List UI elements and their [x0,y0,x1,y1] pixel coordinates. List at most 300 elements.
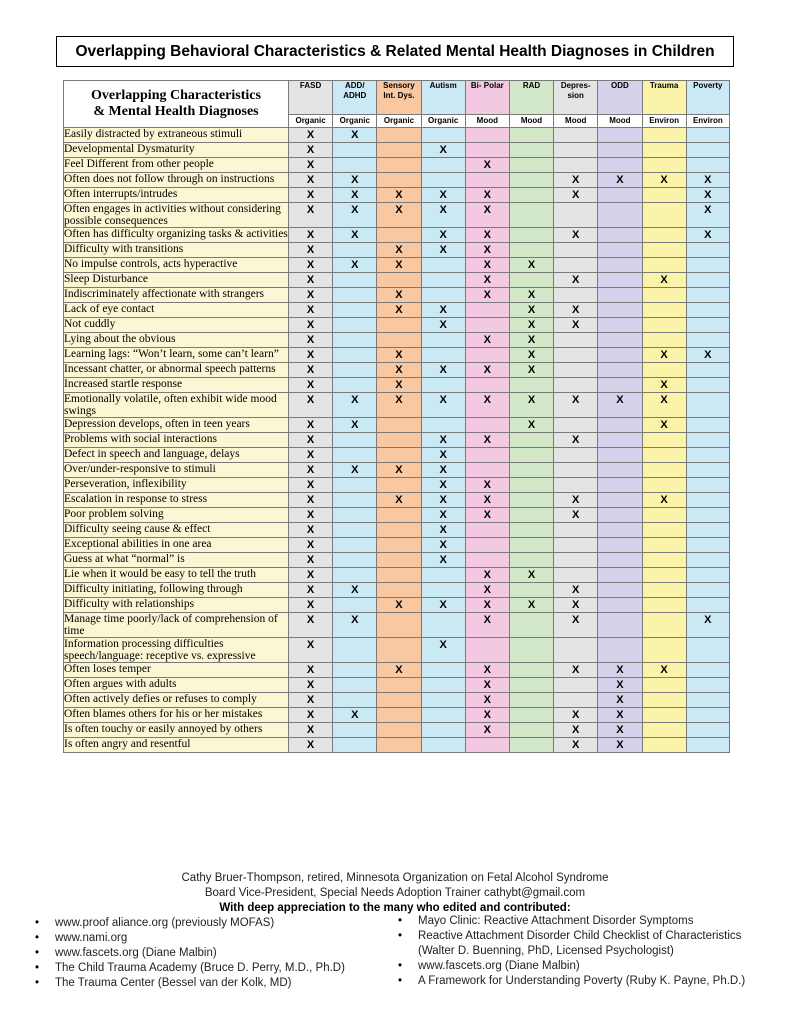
x-mark: X [351,129,359,141]
table-row [64,288,730,303]
x-mark: X [395,494,403,506]
column-header-add-adhd: ADD/ ADHD [333,81,377,115]
x-mark: X [306,724,315,736]
cell-fasd [289,378,333,393]
cell-autism [421,273,465,288]
cell-poverty [686,348,729,363]
cell-fasd [289,418,333,433]
cell-poverty [686,448,729,463]
cell-sensory-int-dys [377,478,421,493]
cell-depres-sion [554,318,598,333]
x-mark: X [660,664,668,676]
cell-sensory-int-dys [377,273,421,288]
x-mark: X [395,464,403,476]
cell-autism [421,143,465,158]
table-row [64,128,730,143]
column-header-bi-polar: Bi- Polar [465,81,509,115]
cell-bi-polar [465,613,509,638]
x-mark: X [306,229,315,241]
cell-autism [421,203,465,228]
table-row [64,638,730,663]
cell-bi-polar [465,243,509,258]
cell-trauma [642,378,686,393]
cell-add-adhd [333,418,377,433]
x-mark: X [483,204,492,216]
x-mark: X [306,159,315,171]
cell-autism [421,188,465,203]
cell-odd [598,493,642,508]
x-mark: X [306,349,315,361]
cell-add-adhd [333,158,377,173]
x-mark: X [306,524,315,536]
x-mark: X [351,189,359,201]
x-mark: X [439,464,447,476]
column-type-sensory-int-dys: Organic [377,115,421,128]
table-row [64,553,730,568]
x-mark: X [439,524,447,536]
cell-sensory-int-dys [377,158,421,173]
cell-poverty [686,418,729,433]
cell-sensory-int-dys [377,188,421,203]
cell-bi-polar [465,568,509,583]
x-mark: X [572,174,580,186]
cell-rad [509,723,553,738]
cell-odd [598,288,642,303]
x-mark: X [616,679,624,691]
cell-bi-polar [465,128,509,143]
x-mark: X [660,379,668,391]
cell-sensory-int-dys [377,638,421,663]
x-mark: X [483,274,492,286]
cell-poverty [686,258,729,273]
cell-trauma [642,243,686,258]
x-mark: X [306,129,315,141]
cell-add-adhd [333,568,377,583]
table-row [64,598,730,613]
cell-add-adhd [333,273,377,288]
x-mark: X [306,379,315,391]
x-mark: X [306,639,315,651]
cell-autism [421,288,465,303]
table-row [64,723,730,738]
x-mark: X [483,434,492,446]
cell-sensory-int-dys [377,723,421,738]
table-row [64,348,730,363]
cell-odd [598,568,642,583]
cell-bi-polar [465,433,509,448]
table-row [64,448,730,463]
x-mark: X [306,464,315,476]
cell-rad [509,243,553,258]
cell-odd [598,228,642,243]
cell-add-adhd [333,303,377,318]
cell-poverty [686,303,729,318]
cell-odd [598,553,642,568]
cell-rad [509,433,553,448]
cell-depres-sion [554,738,598,753]
cell-rad [509,173,553,188]
cell-rad [509,738,553,753]
cell-fasd [289,478,333,493]
cell-bi-polar [465,478,509,493]
cell-trauma [642,693,686,708]
cell-odd [598,613,642,638]
cell-sensory-int-dys [377,363,421,378]
cell-odd [598,463,642,478]
cell-poverty [686,723,729,738]
cell-add-adhd [333,583,377,598]
x-mark: X [572,229,580,241]
x-mark: X [527,364,536,376]
cell-add-adhd [333,478,377,493]
cell-bi-polar [465,738,509,753]
cell-add-adhd [333,663,377,678]
table-row [64,303,730,318]
column-header-autism: Autism [421,81,465,115]
x-mark: X [351,464,359,476]
cell-trauma [642,663,686,678]
x-mark: X [439,394,447,406]
x-mark: X [306,614,315,626]
cell-odd [598,158,642,173]
x-mark: X [616,694,624,706]
x-mark: X [395,394,403,406]
x-mark: X [439,144,447,156]
cell-autism [421,723,465,738]
characteristic-label: Escalation in response to stress [64,493,289,508]
characteristic-label: Often loses temper [64,663,289,678]
cell-trauma [642,363,686,378]
cell-add-adhd [333,738,377,753]
cell-sensory-int-dys [377,418,421,433]
cell-depres-sion [554,583,598,598]
table-row [64,188,730,203]
characteristic-label: No impulse controls, acts hyperactive [64,258,289,273]
cell-sensory-int-dys [377,693,421,708]
cell-bi-polar [465,333,509,348]
table-row [64,333,730,348]
characteristic-label: Difficulty with transitions [64,243,289,258]
corner-label [64,81,289,128]
cell-rad [509,288,553,303]
x-mark: X [306,554,315,566]
cell-odd [598,243,642,258]
cell-trauma [642,228,686,243]
cell-fasd [289,493,333,508]
characteristic-label: Often blames others for his or her mistakes [64,708,289,723]
table-row [64,583,730,598]
x-mark: X [483,679,492,691]
x-mark: X [306,244,315,256]
cell-autism [421,418,465,433]
cell-add-adhd [333,288,377,303]
cell-trauma [642,598,686,613]
cell-autism [421,243,465,258]
table-row [64,693,730,708]
cell-odd [598,128,642,143]
table-body [64,128,730,753]
cell-trauma [642,433,686,448]
characteristic-label: Problems with social interactions [64,433,289,448]
cell-depres-sion [554,478,598,493]
cell-trauma [642,318,686,333]
cell-trauma [642,203,686,228]
x-mark: X [527,319,536,331]
cell-autism [421,173,465,188]
cell-sensory-int-dys [377,393,421,418]
x-mark: X [439,434,447,446]
cell-depres-sion [554,348,598,363]
x-mark: X [616,664,624,676]
table-row [64,173,730,188]
cell-rad [509,553,553,568]
cell-autism [421,538,465,553]
table-row [64,493,730,508]
table-row [64,363,730,378]
cell-poverty [686,188,729,203]
cell-bi-polar [465,363,509,378]
characteristic-label: Not cuddly [64,318,289,333]
cell-rad [509,463,553,478]
x-mark: X [439,554,447,566]
x-mark: X [704,349,712,361]
cell-odd [598,693,642,708]
cell-rad [509,663,553,678]
cell-autism [421,598,465,613]
column-header-sensory-int-dys: Sensory Int. Dys. [377,81,421,115]
x-mark: X [527,394,536,406]
characteristic-label: Easily distracted by extraneous stimuli [64,128,289,143]
x-mark: X [439,364,447,376]
cell-rad [509,273,553,288]
characteristic-label: Sleep Disturbance [64,273,289,288]
table-row [64,393,730,418]
cell-depres-sion [554,538,598,553]
cell-bi-polar [465,348,509,363]
cell-odd [598,538,642,553]
cell-add-adhd [333,203,377,228]
cell-fasd [289,393,333,418]
cell-odd [598,273,642,288]
cell-depres-sion [554,553,598,568]
cell-fasd [289,613,333,638]
table-row [64,418,730,433]
characteristic-label: Difficulty seeing cause & effect [64,523,289,538]
cell-poverty [686,598,729,613]
cell-bi-polar [465,273,509,288]
cell-odd [598,678,642,693]
cell-autism [421,613,465,638]
cell-add-adhd [333,638,377,663]
table-row [64,243,730,258]
cell-fasd [289,203,333,228]
cell-depres-sion [554,678,598,693]
cell-poverty [686,693,729,708]
cell-rad [509,693,553,708]
characteristic-label: Difficulty initiating, following through [64,583,289,598]
table-row [64,613,730,638]
cell-bi-polar [465,143,509,158]
author-role: Board Vice-President, Special Needs Adoption Trainer cathybt@gmail.com [204,887,586,899]
characteristic-label: Often does not follow through on instructions [64,173,289,188]
x-mark: X [616,394,624,406]
x-mark: X [660,274,668,286]
cell-sensory-int-dys [377,288,421,303]
cell-depres-sion [554,493,598,508]
characteristic-label: Often interrupts/intrudes [64,188,289,203]
x-mark: X [395,304,403,316]
cell-odd [598,348,642,363]
x-mark: X [483,599,492,611]
x-mark: X [483,614,492,626]
cell-bi-polar [465,158,509,173]
cell-bi-polar [465,378,509,393]
cell-fasd [289,363,333,378]
x-mark: X [439,639,447,651]
cell-trauma [642,273,686,288]
table-row [64,143,730,158]
cell-sensory-int-dys [377,228,421,243]
cell-rad [509,448,553,463]
cell-sensory-int-dys [377,258,421,273]
cell-trauma [642,128,686,143]
x-mark: X [306,394,315,406]
cell-rad [509,318,553,333]
x-mark: X [306,204,315,216]
cell-odd [598,638,642,663]
cell-trauma [642,393,686,418]
x-mark: X [704,229,712,241]
cell-poverty [686,203,729,228]
cell-fasd [289,333,333,348]
cell-fasd [289,143,333,158]
x-mark: X [660,419,668,431]
cell-depres-sion [554,433,598,448]
cell-bi-polar [465,203,509,228]
x-mark: X [306,304,315,316]
reference-item: • Mayo Clinic: Reactive Attachment Disorder Symptoms [398,914,758,929]
x-mark: X [351,419,359,431]
x-mark: X [306,449,315,461]
cell-bi-polar [465,318,509,333]
page-title: Overlapping Behavioral Characteristics & Related Mental Health Diagnoses in Children [56,36,734,67]
cell-sensory-int-dys [377,678,421,693]
x-mark: X [351,259,359,271]
cell-autism [421,348,465,363]
corner-label-line2: & Mental Health Diagnoses [93,104,259,119]
x-mark: X [483,244,492,256]
cell-bi-polar [465,598,509,613]
cell-autism [421,508,465,523]
cell-trauma [642,143,686,158]
cell-fasd [289,583,333,598]
column-type-bi-polar: Mood [465,115,509,128]
x-mark: X [306,319,315,331]
x-mark: X [616,724,624,736]
x-mark: X [439,304,447,316]
cell-add-adhd [333,393,377,418]
x-mark: X [483,394,492,406]
x-mark: X [351,229,359,241]
cell-rad [509,363,553,378]
cell-bi-polar [465,723,509,738]
characteristic-label: Is often touchy or easily annoyed by others [64,723,289,738]
cell-rad [509,143,553,158]
table-row [64,678,730,693]
characteristic-label: Emotionally volatile, often exhibit wide mood swings [64,393,289,418]
x-mark: X [616,709,624,721]
cell-rad [509,613,553,638]
cell-sensory-int-dys [377,143,421,158]
cell-trauma [642,583,686,598]
cell-trauma [642,538,686,553]
cell-fasd [289,508,333,523]
x-mark: X [660,174,668,186]
x-mark: X [306,569,315,581]
cell-add-adhd [333,538,377,553]
characteristic-label: Learning lags: “Won’t learn, some can’t learn” [64,348,289,363]
cell-depres-sion [554,128,598,143]
x-mark: X [483,479,492,491]
x-mark: X [483,289,492,301]
x-mark: X [306,584,315,596]
table-row [64,228,730,243]
x-mark: X [306,434,315,446]
cell-rad [509,493,553,508]
cell-trauma [642,173,686,188]
references-left [35,916,385,991]
cell-add-adhd [333,128,377,143]
reference-item: • The Trauma Center (Bessel van der Kolk, MD) [35,976,385,991]
x-mark: X [483,259,492,271]
x-mark: X [572,319,580,331]
cell-fasd [289,463,333,478]
cell-rad [509,128,553,143]
cell-bi-polar [465,538,509,553]
cell-add-adhd [333,258,377,273]
table-row [64,523,730,538]
characteristic-label: Increased startle response [64,378,289,393]
cell-autism [421,363,465,378]
cell-autism [421,678,465,693]
cell-depres-sion [554,158,598,173]
cell-autism [421,568,465,583]
cell-add-adhd [333,378,377,393]
cell-bi-polar [465,638,509,663]
cell-poverty [686,478,729,493]
x-mark: X [483,709,492,721]
x-mark: X [306,334,315,346]
cell-sensory-int-dys [377,613,421,638]
cell-odd [598,448,642,463]
cell-depres-sion [554,188,598,203]
cell-odd [598,723,642,738]
x-mark: X [483,189,492,201]
x-mark: X [483,664,492,676]
cell-bi-polar [465,508,509,523]
cell-sensory-int-dys [377,508,421,523]
cell-trauma [642,418,686,433]
x-mark: X [306,599,315,611]
cell-trauma [642,508,686,523]
x-mark: X [395,379,403,391]
table-row [64,538,730,553]
cell-bi-polar [465,228,509,243]
cell-rad [509,538,553,553]
cell-add-adhd [333,143,377,158]
cell-add-adhd [333,723,377,738]
cell-odd [598,433,642,448]
